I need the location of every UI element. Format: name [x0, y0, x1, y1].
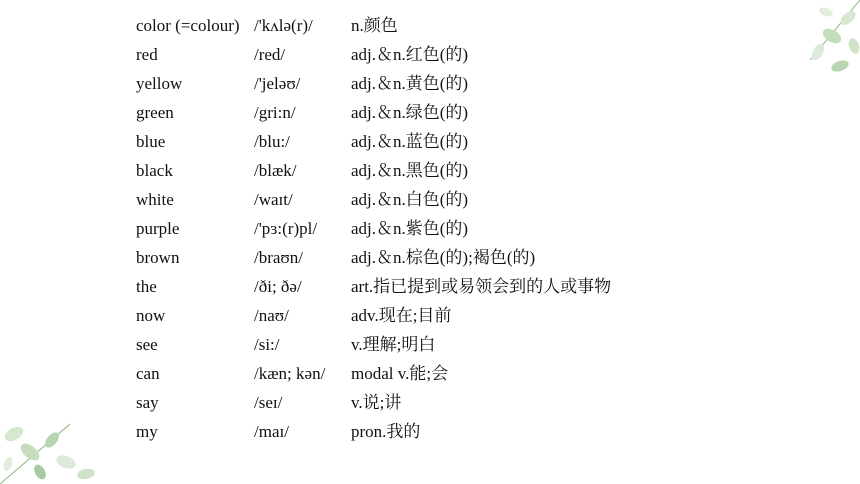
vocab-word: say [136, 393, 159, 412]
vocab-meaning: art.指已提到或易领会到的人或事物 [351, 277, 612, 296]
vocab-row [136, 98, 696, 127]
vocab-row [136, 243, 696, 272]
vocab-row [136, 272, 696, 301]
vocab-meaning: adv.现在;目前 [351, 306, 452, 325]
vocab-phonetic: /maɪ/ [254, 422, 289, 441]
vocab-meaning: adj.＆n.红色(的) [351, 45, 469, 64]
vocab-meaning: adj.＆n.蓝色(的) [351, 132, 469, 151]
vocab-word: now [136, 306, 166, 325]
leaf-sprig-icon [0, 404, 110, 484]
vocab-phonetic: /blu:/ [254, 132, 290, 151]
vocab-meaning: v.理解;明白 [351, 335, 436, 354]
vocab-word: white [136, 190, 174, 209]
vocab-meaning: adj.＆n.白色(的) [351, 190, 469, 209]
vocab-row [136, 330, 696, 359]
vocab-row [136, 388, 696, 417]
vocab-row [136, 301, 696, 330]
vocab-phonetic: /'pɜ:(r)pl/ [254, 219, 318, 238]
vocab-word: yellow [136, 74, 183, 93]
vocab-word: see [136, 335, 158, 354]
vocab-row [136, 417, 696, 446]
vocab-word: blue [136, 132, 166, 151]
vocab-phonetic: /braʊn/ [254, 248, 303, 267]
vocab-meaning: adj.＆n.黑色(的) [351, 161, 469, 180]
vocab-phonetic: /'jeləʊ/ [254, 74, 301, 93]
vocab-word: red [136, 45, 158, 64]
vocabulary-list [136, 11, 696, 446]
vocab-word: brown [136, 248, 180, 267]
vocab-row [136, 156, 696, 185]
vocab-row [136, 11, 696, 40]
vocab-phonetic: /waɪt/ [254, 190, 293, 209]
vocab-word: color (=colour) [136, 16, 240, 35]
vocab-word: black [136, 161, 173, 180]
vocab-phonetic: /ði; ðə/ [254, 277, 302, 296]
vocab-word: the [136, 277, 157, 296]
vocab-meaning: adj.＆n.棕色(的);褐色(的) [351, 248, 536, 267]
vocab-phonetic: /red/ [254, 45, 286, 64]
vocab-row [136, 69, 696, 98]
vocab-row [136, 40, 696, 69]
vocab-phonetic: /blæk/ [254, 161, 297, 180]
vocab-word: purple [136, 219, 180, 238]
vocab-meaning: adj.＆n.绿色(的) [351, 103, 469, 122]
vocab-word: can [136, 364, 160, 383]
vocab-phonetic: /gri:n/ [254, 103, 296, 122]
vocab-row [136, 127, 696, 156]
vocab-phonetic: /'kʌlə(r)/ [254, 16, 313, 35]
vocab-phonetic: /kæn; kən/ [254, 364, 326, 383]
leaf-sprig-icon [770, 0, 860, 90]
vocab-meaning: adj.＆n.紫色(的) [351, 219, 469, 238]
vocab-meaning: pron.我的 [351, 422, 421, 441]
vocab-row [136, 214, 696, 243]
vocab-word: my [136, 422, 158, 441]
vocab-phonetic: /naʊ/ [254, 306, 289, 325]
vocab-meaning: adj.＆n.黄色(的) [351, 74, 469, 93]
vocab-row [136, 185, 696, 214]
vocab-meaning: n.颜色 [351, 16, 398, 35]
vocab-row [136, 359, 696, 388]
vocab-phonetic: /seɪ/ [254, 393, 283, 412]
vocab-meaning: modal v.能;会 [351, 364, 449, 383]
vocab-word: green [136, 103, 174, 122]
vocab-phonetic: /si:/ [254, 335, 280, 354]
vocab-meaning: v.说;讲 [351, 393, 402, 412]
